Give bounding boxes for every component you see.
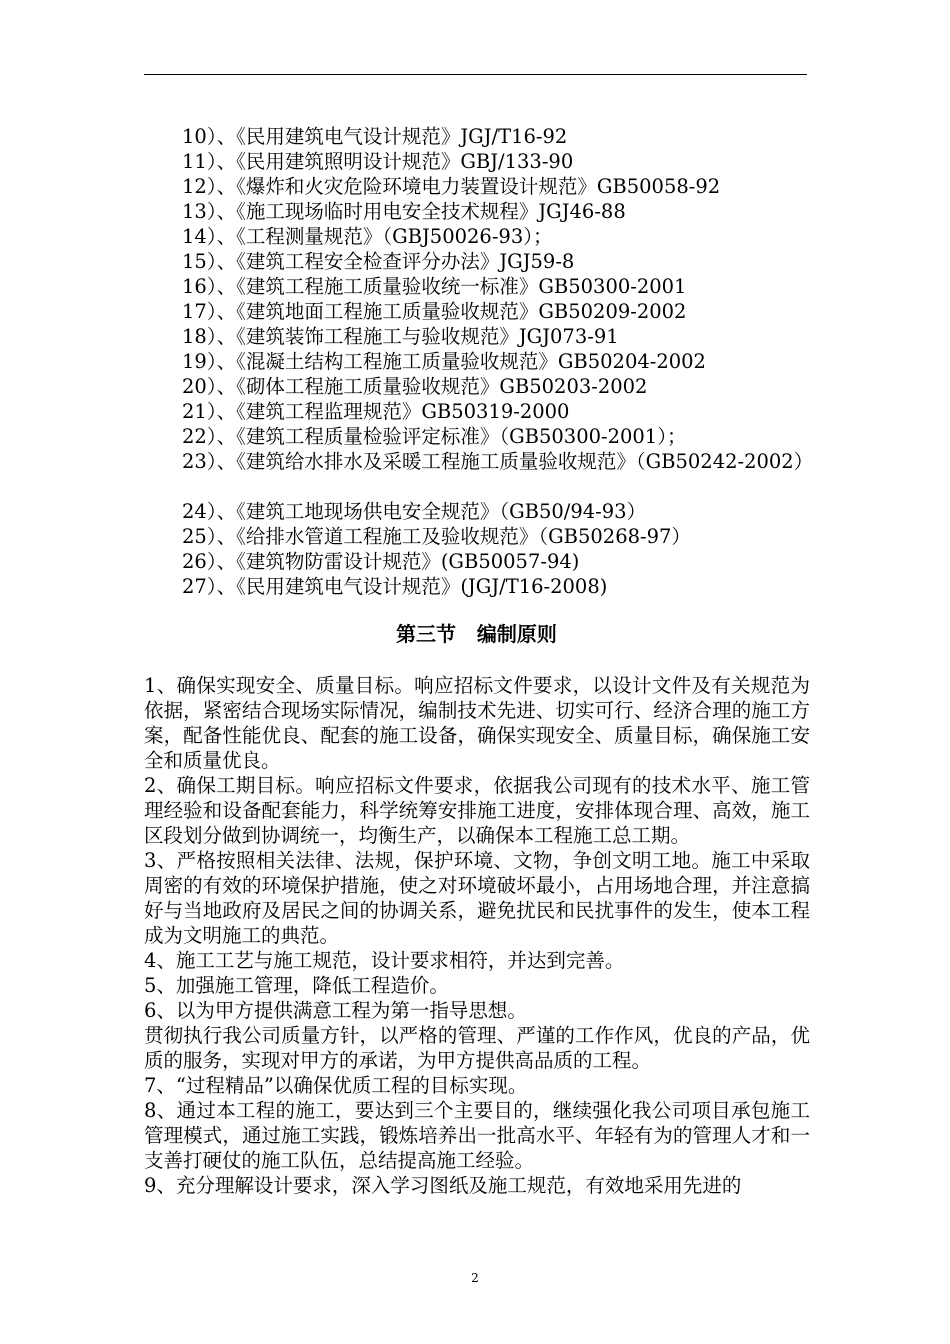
section-title: 第三节 编制原则 (396, 622, 557, 646)
paragraph: 9、充分理解设计要求，深入学习图纸及施工规范，有效地采用先进的 (144, 1174, 742, 1197)
header-rule (144, 74, 807, 75)
paragraph: 6、以为甲方提供满意工程为第一指导思想。 (144, 999, 527, 1022)
reference-item: 17）、《建筑地面工程施工质量验收规范》GB50209-2002 (182, 300, 687, 323)
paragraph: 4、施工工艺与施工规范，设计要求相符，并达到完善。 (144, 949, 625, 972)
reference-item: 22）、《建筑工程质量检验评定标准》（GB50300-2001）； (182, 425, 687, 448)
paragraph: 3、严格按照相关法律、法规，保护环境、文物，争创文明工地。施工中采取周密的有效的环境保护措施，使之对环境破坏最小，占用场地合理，并注意搞好与当地政府及居民之间的协调关系，避免扰民和民扰事件的发生，使本工程成为文明施工的典范。 (144, 849, 810, 947)
reference-item: 12）、《爆炸和火灾危险环境电力装置设计规范》GB50058-92 (182, 175, 721, 198)
reference-item: 14）、《工程测量规范》（GBJ50026-93）； (182, 225, 553, 248)
reference-item: 16）、《建筑工程施工质量验收统一标准》GB50300-2001 (182, 275, 687, 298)
reference-item: 15）、《建筑工程安全检查评分办法》JGJ59-8 (182, 250, 575, 273)
paragraph: 贯彻执行我公司质量方针，以严格的管理、严谨的工作作风，优良的产品，优质的服务，实现对甲方的承诺，为甲方提供高品质的工程。 (144, 1024, 810, 1072)
reference-item: 18）、《建筑装饰工程施工与验收规范》JGJ073-91 (182, 325, 619, 348)
reference-item: 23）、《建筑给水排水及采暖工程施工质量验收规范》（GB50242-2002） (182, 450, 814, 473)
reference-item: 10）、《民用建筑电气设计规范》JGJ/T16-92 (182, 125, 568, 148)
paragraph: 5、加强施工管理，降低工程造价。 (144, 974, 449, 997)
reference-item: 24）、《建筑工地现场供电安全规范》（GB50/94-93） (182, 500, 647, 523)
reference-item: 21）、《建筑工程监理规范》GB50319-2000 (182, 400, 570, 423)
reference-item: 27）、《民用建筑电气设计规范》(JGJ/T16-2008) (182, 575, 608, 598)
paragraph: 1、确保实现安全、质量目标。响应招标文件要求，以设计文件及有关规范为依据，紧密结合现场实际情况，编制技术先进、切实可行、经济合理的施工方案，配备性能优良、配套的施工设备，确保实现安全、质量目标，确保施工安全和质量优良。 (144, 674, 810, 772)
reference-item: 25）、《给排水管道工程施工及验收规范》（GB50268-97） (182, 525, 691, 548)
paragraph: 8、通过本工程的施工，要达到三个主要目的，继续强化我公司项目承包施工管理模式，通过施工实践，锻炼培养出一批高水平、年轻有为的管理人才和一支善打硬仗的施工队伍，总结提高施工经验。 (144, 1099, 810, 1172)
paragraph: 2、确保工期目标。响应招标文件要求，依据我公司现有的技术水平、施工管理经验和设备配套能力，科学统筹安排施工进度，安排体现合理、高效，施工区段划分做到协调统一，均衡生产，以确保本工程施工总工期。 (144, 774, 810, 847)
body-text (144, 673, 810, 1198)
reference-item: 11）、《民用建筑照明设计规范》GBJ/133-90 (182, 150, 574, 173)
reference-item: 19）、《混凝土结构工程施工质量验收规范》GB50204-2002 (182, 350, 706, 373)
reference-item: 13）、《施工现场临时用电安全技术规程》JGJ46-88 (182, 200, 626, 223)
paragraph: 7、“过程精品”以确保优质工程的目标实现。 (144, 1074, 528, 1097)
reference-list (144, 124, 814, 599)
page-number: 2 (471, 1271, 479, 1285)
reference-item: 26）、《建筑物防雷设计规范》(GB50057-94) (182, 550, 580, 573)
reference-item: 20）、《砌体工程施工质量验收规范》GB50203-2002 (182, 375, 648, 398)
